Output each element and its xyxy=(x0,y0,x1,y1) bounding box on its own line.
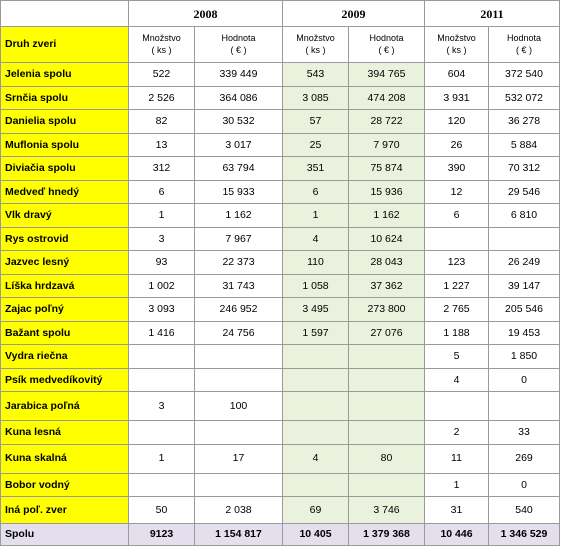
quantity-cell xyxy=(283,392,349,421)
quantity-header: Množstvo ( ks ) xyxy=(283,27,349,63)
quantity-cell: 2 xyxy=(425,421,489,445)
value-cell: 5 884 xyxy=(489,133,560,157)
value-cell: 246 952 xyxy=(195,298,283,322)
value-cell: 63 794 xyxy=(195,157,283,181)
quantity-header: Množstvo ( ks ) xyxy=(425,27,489,63)
quantity-cell: 543 xyxy=(283,63,349,87)
value-cell: 3 017 xyxy=(195,133,283,157)
total-cell: 9123 xyxy=(129,523,195,545)
quantity-cell: 390 xyxy=(425,157,489,181)
species-name-cell: Vydra riečna xyxy=(1,345,129,369)
value-cell: 37 362 xyxy=(349,274,425,298)
table-row xyxy=(1,133,560,157)
value-cell: 1 850 xyxy=(489,345,560,369)
value-cell: 39 147 xyxy=(489,274,560,298)
total-cell: 10 405 xyxy=(283,523,349,545)
value-cell: 364 086 xyxy=(195,86,283,110)
quantity-cell: 69 xyxy=(283,497,349,524)
species-name-cell: Jelenia spolu xyxy=(1,63,129,87)
table-row xyxy=(1,368,560,392)
table-row xyxy=(1,251,560,275)
species-name-cell: Medveď hnedý xyxy=(1,180,129,204)
quantity-cell: 1 597 xyxy=(283,321,349,345)
species-name-cell: Psík medvedíkovitý xyxy=(1,368,129,392)
quantity-cell: 312 xyxy=(129,157,195,181)
value-cell xyxy=(489,392,560,421)
species-name-cell: Líška hrdzavá xyxy=(1,274,129,298)
quantity-cell xyxy=(129,473,195,497)
total-cell: 1 154 817 xyxy=(195,523,283,545)
table-row xyxy=(1,180,560,204)
value-cell xyxy=(489,227,560,251)
column-header-row xyxy=(1,27,560,63)
value-cell: 7 967 xyxy=(195,227,283,251)
quantity-cell: 1 058 xyxy=(283,274,349,298)
value-cell: 273 800 xyxy=(349,298,425,322)
value-cell: 100 xyxy=(195,392,283,421)
value-cell xyxy=(195,345,283,369)
value-cell: 6 810 xyxy=(489,204,560,228)
value-cell: 269 xyxy=(489,444,560,473)
quantity-cell: 26 xyxy=(425,133,489,157)
value-header: Hodnota ( € ) xyxy=(489,27,560,63)
quantity-cell: 3 495 xyxy=(283,298,349,322)
quantity-cell: 11 xyxy=(425,444,489,473)
table-row xyxy=(1,298,560,322)
quantity-cell: 3 xyxy=(129,227,195,251)
quantity-cell: 4 xyxy=(283,444,349,473)
table-row xyxy=(1,204,560,228)
year-header-row xyxy=(1,1,560,27)
species-name-cell: Rys ostrovid xyxy=(1,227,129,251)
quantity-cell xyxy=(425,392,489,421)
value-cell: 22 373 xyxy=(195,251,283,275)
table-row xyxy=(1,444,560,473)
species-name-cell: Muflonia spolu xyxy=(1,133,129,157)
table-row xyxy=(1,421,560,445)
quantity-cell: 31 xyxy=(425,497,489,524)
quantity-cell: 1 002 xyxy=(129,274,195,298)
value-cell: 10 624 xyxy=(349,227,425,251)
value-cell: 17 xyxy=(195,444,283,473)
quantity-cell: 4 xyxy=(283,227,349,251)
quantity-cell xyxy=(129,345,195,369)
value-cell: 474 208 xyxy=(349,86,425,110)
table-row xyxy=(1,497,560,524)
value-cell: 75 874 xyxy=(349,157,425,181)
table-row xyxy=(1,274,560,298)
quantity-cell xyxy=(129,368,195,392)
species-name-cell: Diviačia spolu xyxy=(1,157,129,181)
quantity-cell: 2 526 xyxy=(129,86,195,110)
quantity-cell: 1 188 xyxy=(425,321,489,345)
value-cell xyxy=(195,421,283,445)
value-cell xyxy=(349,392,425,421)
value-cell: 0 xyxy=(489,368,560,392)
value-header: Hodnota ( € ) xyxy=(195,27,283,63)
quantity-cell: 604 xyxy=(425,63,489,87)
table-row xyxy=(1,157,560,181)
species-name-cell: Bažant spolu xyxy=(1,321,129,345)
value-cell: 3 746 xyxy=(349,497,425,524)
value-cell: 394 765 xyxy=(349,63,425,87)
value-cell: 2 038 xyxy=(195,497,283,524)
quantity-cell: 3 931 xyxy=(425,86,489,110)
value-cell: 30 532 xyxy=(195,110,283,134)
value-cell xyxy=(349,345,425,369)
total-cell: 1 379 368 xyxy=(349,523,425,545)
quantity-cell: 110 xyxy=(283,251,349,275)
quantity-cell: 1 416 xyxy=(129,321,195,345)
quantity-cell: 57 xyxy=(283,110,349,134)
value-cell: 339 449 xyxy=(195,63,283,87)
value-cell: 1 162 xyxy=(349,204,425,228)
quantity-cell: 1 xyxy=(283,204,349,228)
value-cell: 15 936 xyxy=(349,180,425,204)
species-name-cell: Jazvec lesný xyxy=(1,251,129,275)
quantity-cell xyxy=(283,345,349,369)
value-cell xyxy=(195,368,283,392)
table-row xyxy=(1,227,560,251)
quantity-cell: 93 xyxy=(129,251,195,275)
quantity-cell: 2 765 xyxy=(425,298,489,322)
quantity-cell xyxy=(283,421,349,445)
table-row xyxy=(1,345,560,369)
table-row xyxy=(1,63,560,87)
species-name-cell: Danielia spolu xyxy=(1,110,129,134)
value-cell: 205 546 xyxy=(489,298,560,322)
year-header: 2009 xyxy=(283,1,425,27)
quantity-cell: 82 xyxy=(129,110,195,134)
value-cell: 31 743 xyxy=(195,274,283,298)
table-row xyxy=(1,392,560,421)
value-cell: 24 756 xyxy=(195,321,283,345)
species-name-cell: Iná poľ. zver xyxy=(1,497,129,524)
quantity-header: Množstvo ( ks ) xyxy=(129,27,195,63)
quantity-cell: 13 xyxy=(129,133,195,157)
total-cell: 1 346 529 xyxy=(489,523,560,545)
quantity-cell: 6 xyxy=(425,204,489,228)
quantity-cell: 1 xyxy=(129,204,195,228)
value-cell: 0 xyxy=(489,473,560,497)
value-cell xyxy=(195,473,283,497)
header-blank-cell xyxy=(1,1,129,27)
quantity-cell: 3 xyxy=(129,392,195,421)
value-cell: 19 453 xyxy=(489,321,560,345)
quantity-cell: 12 xyxy=(425,180,489,204)
species-name-cell: Jarabica poľná xyxy=(1,392,129,421)
quantity-cell: 123 xyxy=(425,251,489,275)
value-cell xyxy=(349,368,425,392)
quantity-cell xyxy=(425,227,489,251)
table-row xyxy=(1,473,560,497)
value-cell: 540 xyxy=(489,497,560,524)
quantity-cell: 25 xyxy=(283,133,349,157)
total-row xyxy=(1,523,560,545)
value-cell: 28 722 xyxy=(349,110,425,134)
value-cell: 15 933 xyxy=(195,180,283,204)
species-name-cell: Kuna skalná xyxy=(1,444,129,473)
value-header: Hodnota ( € ) xyxy=(349,27,425,63)
value-cell: 80 xyxy=(349,444,425,473)
table-row xyxy=(1,321,560,345)
table-row xyxy=(1,86,560,110)
species-name-cell: Kuna lesná xyxy=(1,421,129,445)
total-label: Spolu xyxy=(1,523,129,545)
quantity-cell: 6 xyxy=(129,180,195,204)
quantity-cell: 1 xyxy=(129,444,195,473)
value-cell: 372 540 xyxy=(489,63,560,87)
quantity-cell: 6 xyxy=(283,180,349,204)
quantity-cell xyxy=(283,368,349,392)
value-cell: 28 043 xyxy=(349,251,425,275)
quantity-cell: 120 xyxy=(425,110,489,134)
species-name-cell: Zajac poľný xyxy=(1,298,129,322)
value-cell: 1 162 xyxy=(195,204,283,228)
value-cell: 532 072 xyxy=(489,86,560,110)
species-name-cell: Vlk dravý xyxy=(1,204,129,228)
table-row xyxy=(1,110,560,134)
value-cell: 7 970 xyxy=(349,133,425,157)
quantity-cell: 351 xyxy=(283,157,349,181)
value-cell xyxy=(349,473,425,497)
year-header: 2008 xyxy=(129,1,283,27)
species-name-cell: Srnčia spolu xyxy=(1,86,129,110)
value-cell: 33 xyxy=(489,421,560,445)
total-cell: 10 446 xyxy=(425,523,489,545)
species-column-header: Druh zveri xyxy=(1,27,129,63)
quantity-cell: 1 227 xyxy=(425,274,489,298)
species-name-cell: Bobor vodný xyxy=(1,473,129,497)
year-header: 2011 xyxy=(425,1,560,27)
value-cell: 36 278 xyxy=(489,110,560,134)
value-cell: 70 312 xyxy=(489,157,560,181)
quantity-cell: 4 xyxy=(425,368,489,392)
value-cell: 29 546 xyxy=(489,180,560,204)
table-body xyxy=(1,63,560,546)
value-cell xyxy=(349,421,425,445)
quantity-cell: 1 xyxy=(425,473,489,497)
value-cell: 26 249 xyxy=(489,251,560,275)
value-cell: 27 076 xyxy=(349,321,425,345)
quantity-cell: 5 xyxy=(425,345,489,369)
quantity-cell: 3 085 xyxy=(283,86,349,110)
quantity-cell xyxy=(283,473,349,497)
quantity-cell: 50 xyxy=(129,497,195,524)
quantity-cell: 3 093 xyxy=(129,298,195,322)
quantity-cell xyxy=(129,421,195,445)
quantity-cell: 522 xyxy=(129,63,195,87)
